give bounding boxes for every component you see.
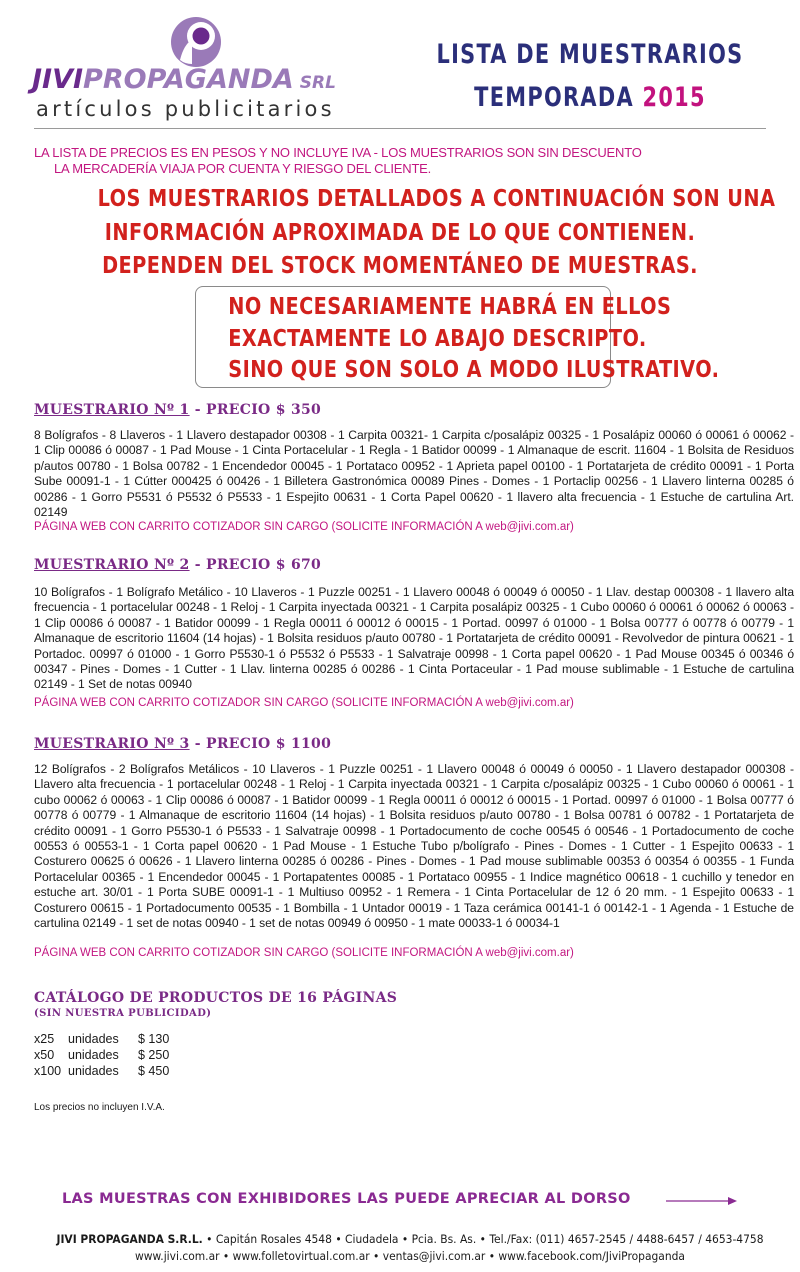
price-note-line1: LA LISTA DE PRECIOS ES EN PESOS Y NO INCLUYE IVA - LOS MUESTRARIOS SON SIN DESCUENTO bbox=[34, 145, 642, 160]
section-1-web-note: PÁGINA WEB CON CARRITO COTIZADOR SIN CARGO (SOLICITE INFORMACIÓN A web@jivi.com.ar) bbox=[34, 521, 574, 533]
brand-logo-icon bbox=[170, 14, 222, 70]
arrow-right-icon bbox=[666, 1194, 738, 1208]
catalog-unit: unidades bbox=[68, 1048, 119, 1062]
section-2-name: MUESTRARIO Nº 2 bbox=[34, 557, 190, 573]
catalog-title: CATÁLOGO DE PRODUCTOS DE 16 PÁGINAS bbox=[34, 990, 398, 1006]
catalog-price-row bbox=[34, 1032, 169, 1046]
catalog-price: $ 450 bbox=[138, 1064, 170, 1078]
brand-name bbox=[32, 64, 336, 95]
company-name: JIVI PROPAGANDA S.R.L. bbox=[56, 1232, 203, 1246]
section-2-web-note: PÁGINA WEB CON CARRITO COTIZADOR SIN CARGO (SOLICITE INFORMACIÓN A web@jivi.com.ar) bbox=[34, 697, 574, 709]
catalog-unit: unidades bbox=[68, 1064, 119, 1078]
header-divider bbox=[34, 128, 766, 129]
company-contact bbox=[47, 1232, 772, 1246]
catalog-price-row bbox=[34, 1064, 169, 1078]
disclaimer-line3: SINO QUE SON SOLO A MODO ILUSTRATIVO. bbox=[228, 357, 720, 383]
brand-name-part1: JIVI bbox=[32, 64, 84, 95]
section-2-price: - PRECIO $ 670 bbox=[189, 557, 322, 573]
exhibitors-note: LAS MUESTRAS CON EXHIBIDORES LAS PUEDE APRECIAR AL DORSO bbox=[62, 1191, 631, 1207]
section-2-title bbox=[34, 557, 321, 573]
company-links: www.jivi.com.ar • www.folletovirtual.com.ar • ventas@jivi.com.ar • www.facebook.com/JiviPropaganda bbox=[135, 1249, 685, 1263]
brand-tagline: artículos publicitarios bbox=[36, 97, 335, 121]
section-1-price: - PRECIO $ 350 bbox=[189, 402, 322, 418]
section-3-web-note: PÁGINA WEB CON CARRITO COTIZADOR SIN CARGO (SOLICITE INFORMACIÓN A web@jivi.com.ar) bbox=[34, 947, 574, 959]
warning-line3: DEPENDEN DEL STOCK MOMENTÁNEO DE MUESTRAS. bbox=[102, 253, 698, 279]
disclaimer-line1: NO NECESARIAMENTE HABRÁ EN ELLOS bbox=[228, 294, 672, 320]
section-2-contents: 10 Bolígrafos - 1 Bolígrafo Metálico - 10 Llaveros - 1 Puzzle 00251 - 1 Llavero 00048 ó 00049 ó 00050 - 1 Llav. destap 000308 - 1 llavero alta frecuencia - 1 portacelular 00248 - 1 Reloj - 1 Carpita inyectada 00321 - 1 Carpita posalápiz 00325 - 1 Cubo 00060 ó 00061 ó 00062 ó 00063 - 1 Clip 00086 ó 00087 - 1 Batidor 00099 - 1 Regla 00011 ó 00012 ó 00015 - 1 Portad. 00997 ó 01000 - 1 Bolsa 00777 ó 00778 ó 00779 - 1 Almanaque de escritorio 11604 (14 hojas) - 1 Bolsita residuos p/auto 00780 - 1 Portatarjeta de crédito 00091 - Revolvedor de pintura 00621 - 1 Portadoc. 00997 ó 01000 - 1 Gorro P5530-1 ó P5532 ó P5533 - 1 Salvatraje 00998 - 1 Corta papel 00620 - 1 Pad Mouse 00345 ó 00346 ó 00347 - Pines - Domes - 1 Cutter - 1 Llav. linterna 00285 ó 00286 - 1 Cinta Portaceular - 1 Pad mouse sublimable - 1 Estuche de cartulina 02149 - 1 Set de notas 00940 bbox=[34, 585, 794, 692]
section-1-contents: 8 Bolígrafos - 8 Llaveros - 1 Llavero destapador 00308 - 1 Carpita 00321- 1 Carpita c/posalápiz 00325 - 1 Posalápiz 00060 ó 00061 ó 00062 - 1 Clip 00086 ó 00087 - 1 Pad Mouse - 1 Cinta Portacelular - 1 Regla - 1 Batidor 00099 - 1 Almanaque de escrit. 11604 - 1 Bolsita de Residuos p/autos 00780 - 1 Bolsa 00782 - 1 Encendedor 00045 - 1 Portataco 00952 - 1 Aprieta papel 00100 - 1 Portatarjeta de crédito 00091 - 1 Porta Sube 00091-1 - 1 Cútter 000425 ó 00426 - 1 Billetera Gastronómica 00089 Pines - Domes - 1 Portaclip 00256 - 1 Llavero linterna 00285 ó 00286 - 1 Gorro P5531 ó P5532 ó P5533 - 1 Espejito 00631 - 1 Corta Papel 00620 - 1 llavero alta frecuencia - 1 Estuche de cartulina Art. 02149 bbox=[34, 428, 794, 520]
section-3-name: MUESTRARIO Nº 3 bbox=[34, 736, 190, 752]
tax-note: Los precios no incluyen I.V.A. bbox=[34, 1102, 165, 1113]
catalog-qty: x100 bbox=[34, 1064, 62, 1078]
catalog-qty: x25 bbox=[34, 1032, 55, 1046]
price-note-line2: LA MERCADERÍA VIAJA POR CUENTA Y RIESGO DEL CLIENTE. bbox=[54, 161, 432, 176]
section-3-price: - PRECIO $ 1100 bbox=[189, 736, 332, 752]
disclaimer-line2: EXACTAMENTE LO ABAJO DESCRIPTO. bbox=[228, 326, 647, 352]
page-title: LISTA DE MUESTRARIOS bbox=[436, 39, 744, 70]
company-address: • Capitán Rosales 4548 • Ciudadela • Pcia. Bs. As. • Tel./Fax: (011) 4657-2545 / 4488-6457 / 4653-4758 bbox=[202, 1232, 764, 1246]
warning-line1: LOS MUESTRARIOS DETALLADOS A CONTINUACIÓN SON UNA bbox=[97, 186, 776, 212]
section-3-title bbox=[34, 736, 331, 752]
catalog-unit: unidades bbox=[68, 1032, 119, 1046]
season-label: TEMPORADA bbox=[474, 82, 634, 113]
section-1-title bbox=[34, 402, 321, 418]
catalog-price: $ 250 bbox=[138, 1048, 170, 1062]
season-year: 2015 bbox=[642, 82, 706, 113]
catalog-subtitle: (SIN NUESTRA PUBLICIDAD) bbox=[34, 1008, 212, 1019]
page-subtitle bbox=[427, 82, 754, 113]
warning-line2: INFORMACIÓN APROXIMADA DE LO QUE CONTIENEN. bbox=[104, 220, 696, 246]
brand-name-part2: PROPAGANDA bbox=[83, 64, 294, 95]
catalog-price-row bbox=[34, 1048, 169, 1062]
catalog-price: $ 130 bbox=[138, 1032, 170, 1046]
catalog-qty: x50 bbox=[34, 1048, 55, 1062]
section-3-contents: 12 Bolígrafos - 2 Bolígrafos Metálicos - 10 Llaveros - 1 Puzzle 00251 - 1 Llavero 00048 ó 00049 ó 00050 - 1 Llavero destapador 000308 - Llavero alta frecuencia - 1 portacelular 00248 - 1 Reloj - 1 Carpita inyectada 00321 - 1 Carpita c/posalápiz 00325 - 1 Cubo 00060 ó 00061 - 1 cubo 00062 ó 00063 - 1 Clip 00086 ó 00087 - 1 Batidor 00099 - 1 Regla 00011 ó 00012 ó 00015 - 1 Portad. 00997 ó 01000 - 1 Bolsa 00777 ó 00778 ó 00779 - 1 Almanaque de escritorio 11604 (14 hojas) - 1 Bolsita residuos p/auto 00780 - 1 Bolsa 00781 ó 00782 - 1 Portatarjeta de crédito 00091 - 1 Gorro P5530-1 ó P5533 - 1 Salvatraje 00998 - 1 Portadocumento de coche 00545 ó 00546 - 1 Portadocumento de coche 00553 ó 00553-1 - 1 Corta papel 00620 - 1 Pad Mouse - 1 Estuche Tubo p/bolígrafo - Pines - Domes - 1 Cutter - 1 Espejito 00633 - 1 Costurero 00625 ó 00626 - 1 Llavero linterna 00285 ó 00286 - Pines - Domes - 1 Pad mouse sublimable 00353 ó 00354 ó 00355 - 1 Funda Portacelular 00365 - 1 Encendedor 00045 - 1 Portapatentes 00085 - 1 Portataco 00955 - 1 Indice magnético 00618 - 1 cuchillo y tenedor en estuche art. 30/01 - 1 Porta SUBE 00091-1 - 1 Multiuso 00952 - 1 Remera - 1 Cinta Portacelular de 12 ó 20 mm. - 1 Espejito 00633 - 1 Costurero 00615 - 1 Portadocumento 00535 - 1 Bombilla - 1 Untador 00019 - 1 Taza cerámica 00141-1 ó 00142-1 - 1 Agenda - 1 Estuche de cartulina 02149 - 1 set de notas 00940 - 1 set de notas 00949 ó 00950 - 1 mate 00033-1 ó 00034-1 bbox=[34, 762, 794, 931]
section-1-name: MUESTRARIO Nº 1 bbox=[34, 402, 190, 418]
brand-name-suffix: SRL bbox=[299, 73, 336, 93]
